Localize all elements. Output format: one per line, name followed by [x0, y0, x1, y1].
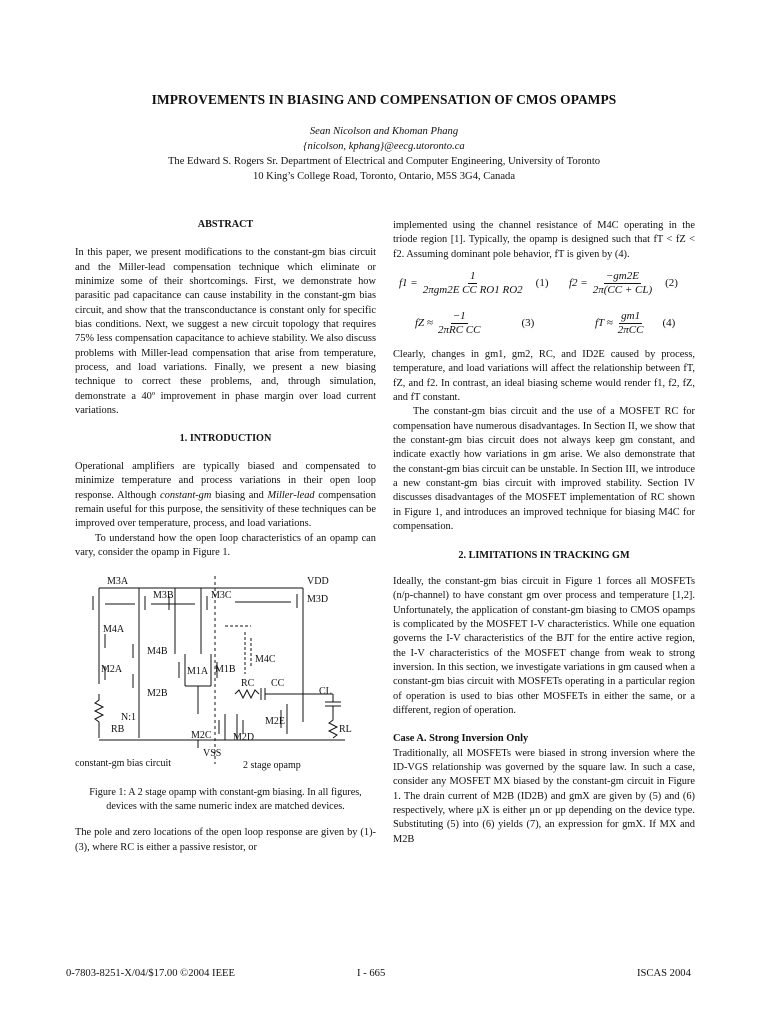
equation-3: fZ ≈ $\frac{-1}{\text{2πRC CC}}$ (3)	[415, 310, 535, 337]
label-rl: RL	[339, 724, 352, 736]
right-paragraph-5: Traditionally, all MOSFETs were biased in strong inversion where the ID-VGS relationship was governed by the square law. In such a case, consider any MOSFET MX biased by the constant-gm circuit in Figure 1. The drain current of M2B (ID2B) and gmX are given by (5) and (6) respectively, where μX is either μn or μp depending on the device type. Substituting (5) into (6) yields (7), an expression for gmX. If MX and M2B	[393, 747, 695, 845]
affiliation-line-1: The Edward S. Rogers Sr. Department of Electrical and Computer Engineering, University of Toronto	[167, 156, 601, 167]
label-m4a: M4A	[103, 624, 125, 636]
label-m1a: M1A	[187, 666, 209, 678]
affiliation-line-2: 10 King’s College Road, Toronto, Ontario, M5S 3G4, Canada	[252, 171, 516, 182]
label-rb: RB	[111, 724, 125, 736]
intro-heading: 1. INTRODUCTION	[179, 433, 272, 445]
label-m2d: M2D	[233, 732, 255, 744]
label-m1b: M1B	[215, 664, 236, 676]
label-m2b: M2B	[147, 688, 168, 700]
label-m4c: M4C	[255, 654, 276, 666]
label-m3b: M3B	[153, 590, 174, 602]
label-m3d: M3D	[307, 594, 329, 606]
pole-zero-paragraph: The pole and zero locations of the open loop response are given by (1)-(3), where RC is either a passive resistor, or	[75, 827, 376, 853]
equation-2: f2 = $\frac{-gm2E}{2\pi(CC + CL)}$ (2)	[569, 270, 678, 297]
label-cl: CL	[319, 686, 332, 698]
abstract-text: In this paper, we present modifications to the constant-gm bias circuit and the Miller-lead compensation technique which eliminate or minimize some of their shortcomings. First, we demonstrate how parasitic pad capacitance can cause instability in the constant-gm bias circuit, and show that the transconductance is constant only for specific bias conditions. Next, we suggest a new circuit topology that requires 75% less compensation capacitance to achieve stability. We also discuss problems with Miller-lead compensation that arise from temperature, process, and load variations. Finally, we present a new biasing technique to correct these problems, and, through simulation, demonstrate a 40º improvement in phase margin over load current variations.	[75, 247, 376, 417]
intro-paragraph-2: To understand how the open loop characteristics of an opamp can vary, consider the opamp in Figure 1.	[75, 532, 376, 558]
intro-paragraph-1: Operational amplifiers are typically biased and compensated to minimize temperature and process variations in their open loop response. Although constant-gm biasing and Miller-lead compensation remain useful for this purpose, the sensitivity of these techniques can be improved over temperature, process, and load variations.	[75, 460, 376, 530]
right-paragraph-2: Clearly, changes in gm1, gm2, RC, and ID2E caused by process, temperature, and load variations will affect the relationship between fT, fZ, and f2. In contrast, an ideal biasing scheme would render f1, f2, fZ, and fT constant.	[393, 349, 695, 404]
paper-title: IMPROVEMENTS IN BIASING AND COMPENSATION OF CMOS OPAMPS	[151, 92, 617, 107]
right-column	[393, 219, 695, 847]
footer-conference: ISCAS 2004	[637, 968, 691, 979]
label-m2a: M2A	[101, 664, 123, 676]
label-opamp: 2 stage opamp	[243, 760, 301, 772]
label-m2c: M2C	[191, 730, 212, 742]
figure-1-caption: Figure 1: A 2 stage opamp with constant-gm biasing. In all figures, devices with the same numeric index are matched devices.	[89, 787, 362, 813]
section-2-heading: 2. LIMITATIONS IN TRACKING GM	[458, 549, 630, 561]
equation-4: fT ≈ $\frac{gm1}{\text{2πCC}}$ (4)	[595, 310, 676, 337]
label-vdd: VDD	[307, 576, 329, 588]
equation-1: f1 = $\frac{1}{\text{2πgm2E CC RO1 RO2}}$ (1)	[399, 270, 549, 297]
author-emails: {nicolson, kphang}@eecg.utoronto.ca	[303, 141, 465, 152]
label-m4b: M4B	[147, 646, 168, 658]
footer-isbn: 0-7803-8251-X/04/$17.00 ©2004 IEEE	[66, 968, 235, 979]
label-m3a: M3A	[107, 576, 129, 588]
figure-1-circuit	[75, 574, 376, 774]
label-rc: RC	[241, 678, 255, 690]
footer-page-number: I - 665	[357, 968, 386, 979]
label-m3c: M3C	[211, 590, 232, 602]
abstract-heading: ABSTRACT	[197, 219, 254, 230]
right-paragraph-4: Ideally, the constant-gm bias circuit in Figure 1 forces all MOSFETs (n/p-channel) to have constant gm over process and temperature [1,2]. Unfortunately, the application of constant-gm biasing to CMOS opamps is complicated by the MOSFET I-V characteristics. While one equation governs the I-V characteristics of the BJT for the entire active region, the I-V characteristics of the MOSFET change from weak to strong inversion. In this section, we investigate variations in gm caused when a constant-gm bias circuit with MOSFETs operating in a particular region of operation is used to bias other MOSFETs in either the same, or a different, region of operation.	[393, 575, 695, 716]
label-m2e: M2E	[265, 716, 285, 728]
left-column	[75, 218, 376, 855]
right-paragraph-1: implemented using the channel resistance of M4C operating in the triode region [1]. Typically, the opamp is designed such that fT < fZ < f2. Assuming dominant pole behavior, fT is given by (4).	[393, 220, 695, 260]
label-bias-circuit: constant-gm bias circuit	[75, 758, 172, 770]
right-paragraph-3: The constant-gm bias circuit and the use of a MOSFET RC for compensation have numerous disadvantages. In Section II, we show that the constant-gm bias circuit does not always keep gm constant, and indicate exactly how variations in gm arise. We also demonstrate that the constant-gm bias circuit can be unstable. In Section III, we introduce a new constant-gm bias circuit with improved stability. Section IV discusses disadvantages of the MOSFET implementation of RC shown in Figure 1, and introduces an improved technique for biasing M4C for compensation.	[393, 406, 695, 533]
label-vss: VSS	[203, 748, 222, 760]
author-block	[0, 124, 768, 184]
author-names: Sean Nicolson and Khoman Phang	[309, 126, 459, 137]
equation-block	[393, 268, 695, 346]
circuit-schematic	[75, 574, 376, 774]
label-cc: CC	[271, 678, 285, 690]
label-n1: N:1	[121, 712, 136, 724]
case-a-heading: Case A. Strong Inversion Only	[393, 733, 529, 745]
